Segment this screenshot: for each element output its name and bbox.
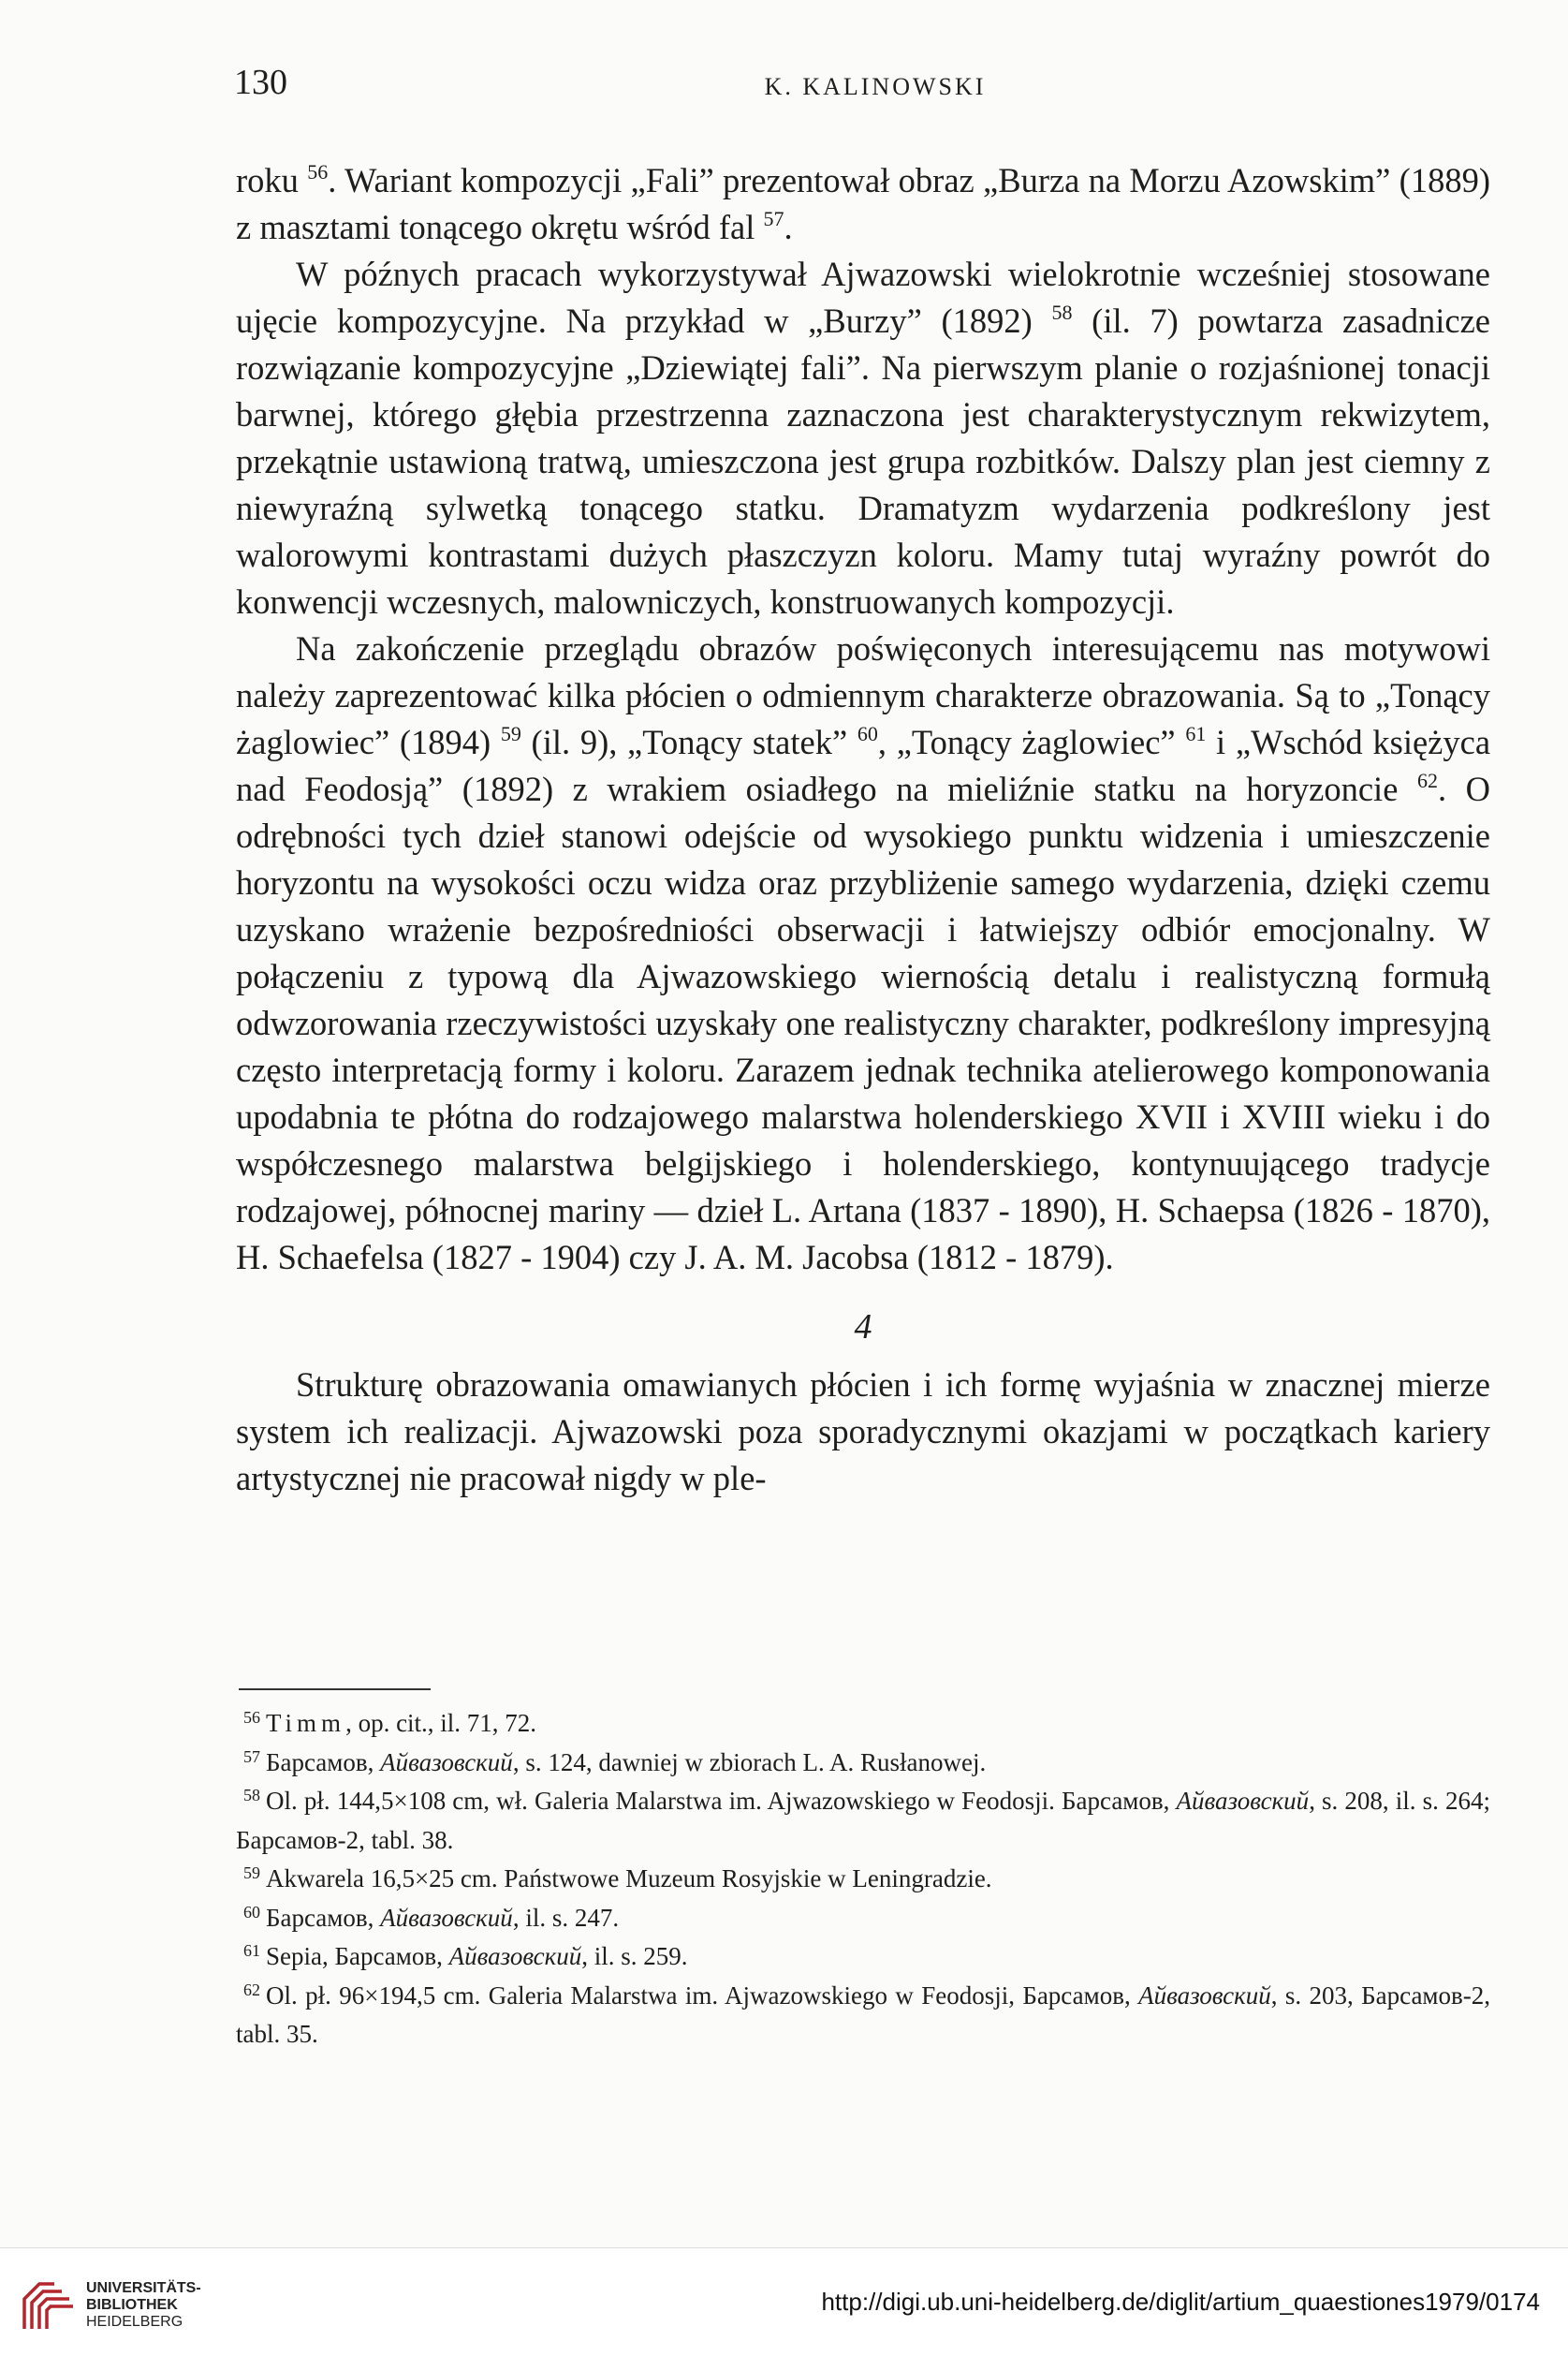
page-number: 130 — [234, 63, 287, 102]
footnote-ref: 60 — [857, 722, 878, 745]
footnote-text: , il. s. 247. — [512, 1903, 620, 1932]
text-run: (il. 9), „Tonący statek” — [520, 723, 857, 761]
running-head: K. KALINOWSKI — [764, 73, 987, 100]
library-name — [86, 2280, 201, 2331]
footnote-number: 60 — [243, 1902, 260, 1922]
footnote-title: Айвазовский — [1138, 1981, 1271, 2010]
footnote-ref: 56 — [307, 160, 329, 184]
paragraph-2 — [236, 251, 1490, 626]
footnote-author: Барсамов, — [266, 1747, 381, 1776]
footnote-ref: 57 — [763, 207, 784, 230]
footnote-number: 61 — [243, 1941, 260, 1960]
footnote-author: Sepia, Барсамов, — [266, 1942, 449, 1970]
paragraph-3 — [236, 626, 1490, 1281]
library-name-line: UNIVERSITÄTS- — [86, 2280, 201, 2296]
paragraph-1 — [236, 157, 1490, 251]
text-run: , „Tonący żaglowiec” — [877, 723, 1186, 761]
footnote-text: , il. s. 259. — [581, 1942, 688, 1970]
footnote-56 — [236, 1704, 1490, 1744]
library-logo-icon — [21, 2275, 77, 2333]
footnote-number: 57 — [243, 1746, 260, 1766]
footnote-number: 62 — [243, 1980, 260, 1999]
footnote-59 — [236, 1860, 1490, 1899]
footnote-number: 59 — [243, 1863, 260, 1882]
text-run: W późnych pracach wykorzystywał Ajwazowski wielokrotnie wcześniej stosowane ujęcie kompozycyjne. Na przykład w „Burzy” (1892) — [236, 255, 1490, 340]
footnote-57 — [236, 1744, 1490, 1783]
text-run: . Wariant kompozycji „Fali” prezentował obraz „Burza na Morzu Azowskim” (1889) z masztami tonącego okrętu wśród fal — [236, 161, 1490, 246]
footnote-author: Timm — [266, 1709, 346, 1737]
footnote-text: Akwarela 16,5×25 cm. Państwowe Muzeum Rosyjskie w Leningradzie. — [266, 1864, 992, 1892]
library-name-line: HEIDELBERG — [86, 2314, 183, 2330]
footnote-author: Барсамов, — [266, 1903, 381, 1932]
footnotes — [236, 1704, 1490, 2054]
library-name-line: BIBLIOTHEK — [86, 2297, 178, 2313]
text-run: Na zakończenie przeglądu obrazów poświęconych interesującemu nas motywowi należy zaprezentować kilka płócien o odmiennym charakterze obrazowania. Są to „Tonący żaglowiec” (1894) — [236, 629, 1490, 761]
footnote-61 — [236, 1937, 1490, 1977]
footnote-title: Айвазовский — [380, 1903, 513, 1932]
footnote-text: , s. 203, Барсамов-2, tabl. 35. — [236, 1981, 1491, 2048]
footnote-text: , op. cit., il. 71, 72. — [345, 1709, 537, 1737]
footnote-ref: 58 — [1051, 301, 1073, 324]
section-number: 4 — [854, 1307, 872, 1347]
footnote-separator — [239, 1688, 431, 1690]
text-run: i „Wschód księżyca nad Feodosją” (1892) z wrakiem osiadłego na mieliźnie statku na horyzoncie — [236, 723, 1491, 808]
footnote-text: Ol. pł. 144,5×108 cm, wł. Galeria Malarstwa im. Ajwazowskiego w Feodosji. Барсамов, — [266, 1787, 1177, 1815]
footnote-58 — [236, 1782, 1490, 1860]
text-run: . O odrębności tych dzieł stanowi odejście od wysokiego punktu widzenia i umieszczenie horyzontu na wysokości oczu widza oraz przybliżenie samego wydarzenia, dzięki czemu uzyskano wrażenie bezpośredniości obserwacji i łatwiejszy odbiór emocjonalny. W połączeniu z typową dla Ajwazowskiego wiernością detalu i realistyczną formułą odwzorowania rzeczywistości uzyskały one realistyczny charakter, podkreślony impresyjną często interpretacją formy i koloru. Zarazem jednak technika atelierowego komponowania upodabnia te płótna do rodzajowego malarstwa holenderskiego XVII i XVIII wieku i do współczesnego malarstwa belgijskiego i holenderskiego, kontynuującego tradycje rodzajowej, północnej mariny — dzieł L. Artana (1837 - 1890), H. Schaepsa (1826 - 1870), H. Schaefelsa (1827 - 1904) czy J. A. M. Jacobsa (1812 - 1879). — [236, 770, 1490, 1276]
footnote-title: Айвазовский — [1176, 1787, 1310, 1815]
footnote-text: , s. 124, dawniej w zbiorach L. A. Rusłanowej. — [512, 1747, 987, 1776]
footnote-ref: 62 — [1416, 769, 1438, 792]
page-header — [234, 62, 1517, 118]
footnote-ref: 59 — [500, 722, 521, 745]
footnote-ref: 61 — [1185, 722, 1207, 745]
body-text — [236, 157, 1490, 1502]
footnote-number: 56 — [243, 1708, 260, 1727]
source-url-link[interactable]: http://digi.ub.uni-heidelberg.de/diglit/artium_quaestiones1979/0174 — [821, 2288, 1540, 2316]
footnote-60 — [236, 1899, 1490, 1938]
footnote-title: Айвазовский — [448, 1942, 582, 1970]
text-run: roku — [236, 161, 308, 199]
text-run: . — [784, 208, 793, 246]
footnote-62 — [236, 1977, 1490, 2054]
footnote-text: Ol. pł. 96×194,5 cm. Galeria Malarstwa im. Ajwazowskiego w Feodosji, Барсамов, — [266, 1981, 1139, 2010]
footnote-number: 58 — [243, 1786, 260, 1804]
footnote-title: Айвазовский — [380, 1747, 513, 1776]
text-run: (il. 7) powtarza zasadnicze rozwiązanie kompozycyjne „Dziewiątej fali”. Na pierwszym planie o rozjaśnionej tonacji barwnej, którego głębia przestrzenna zaznaczona jest charakterystycznym rekwizytem, przekątnie ustawioną tratwą, umieszczona jest grupa rozbitków. Dalszy plan jest ciemny z niewyraźną sylwetką tonącego statku. Dramatyzm wydarzenia podkreślony jest walorowymi kontrastami dużych płaszczyzn koloru. Mamy tutaj wyraźny powrót do konwencji wczesnych, malowniczych, konstruowanych kompozycji. — [236, 302, 1490, 621]
viewer-footer — [0, 2247, 1568, 2356]
paragraph-4: Strukturę obrazowania omawianych płócien i ich formę wyjaśnia w znacznej mierze system ich realizacji. Ajwazowski poza sporadycznymi okazjami w początkach kariery artystycznej nie pracował nigdy w ple- — [236, 1365, 1490, 1497]
footnote-text: , s. 208, il. s. 264; Барсамов-2, tabl. 38. — [236, 1787, 1490, 1854]
